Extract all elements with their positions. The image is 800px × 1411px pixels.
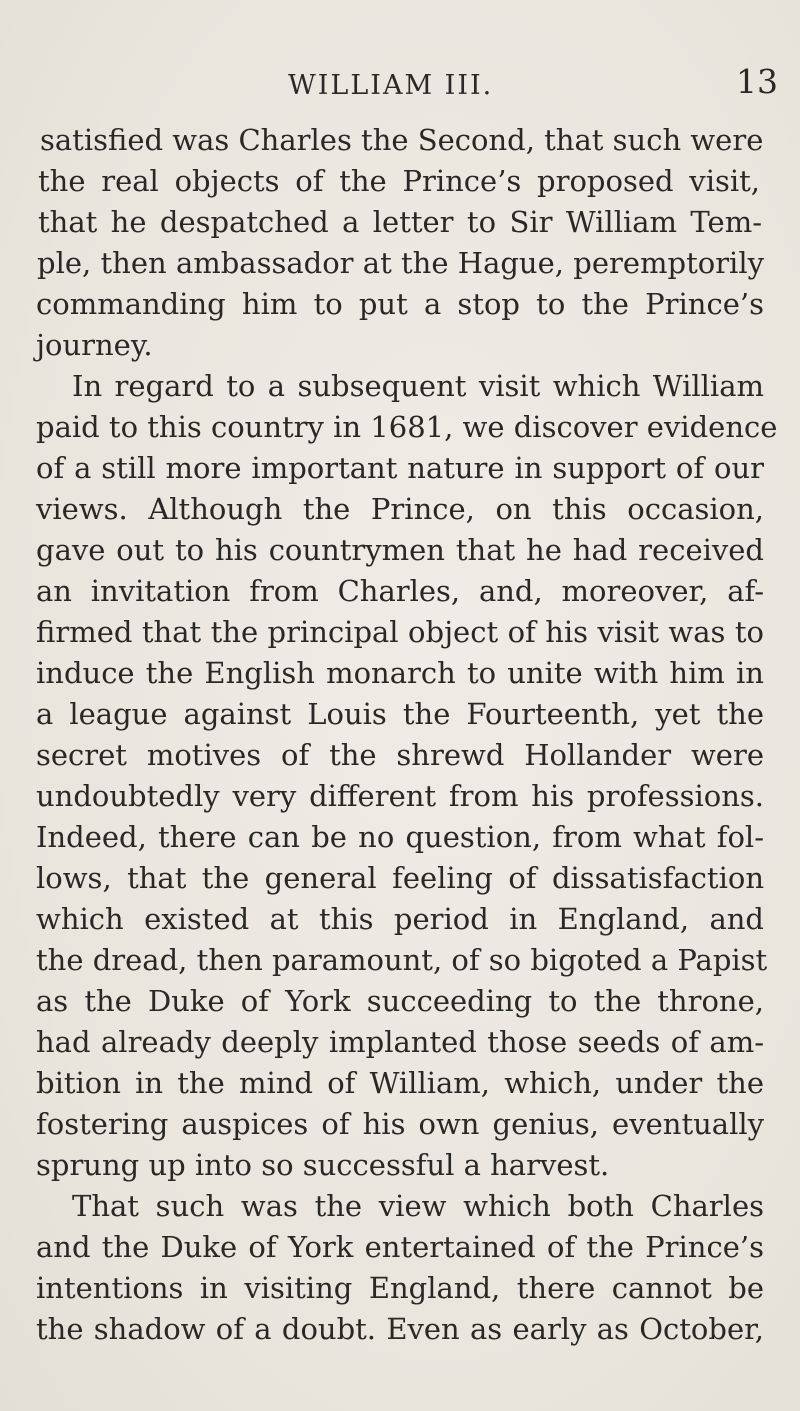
text-line: paid to this country in 1681, we discover evidence	[36, 410, 778, 444]
running-title: WILLIAM III.	[288, 70, 494, 101]
text-line: Indeed, there can be no question, from what fol-	[36, 820, 764, 854]
text-line: the shadow of a doubt. Even as early as October,	[36, 1312, 764, 1346]
text-line: bition in the mind of William, which, under the	[36, 1066, 764, 1100]
text-line: and the Duke of York entertained of the Prince’s	[36, 1230, 764, 1264]
text-line: gave out to his countrymen that he had received	[36, 533, 764, 567]
text-line: firmed that the principal object of his visit was to	[36, 615, 764, 649]
text-line: commanding him to put a stop to the Prince’s	[36, 287, 764, 321]
text-line: sprung up into so successful a harvest.	[36, 1148, 610, 1182]
text-line: the dread, then paramount, of so bigoted a Papist	[36, 943, 768, 977]
text-line: That such was the view which both Charles	[72, 1189, 764, 1223]
text-line: induce the English monarch to unite with him in	[36, 656, 764, 690]
text-line: an invitation from Charles, and, moreover, af-	[36, 574, 764, 608]
text-line: undoubtedly very different from his professions.	[36, 779, 764, 813]
text-line: In regard to a subsequent visit which William	[72, 369, 764, 403]
text-line: secret motives of the shrewd Hollander were	[36, 738, 764, 772]
text-line: ple, then ambassador at the Hague, peremptorily	[37, 246, 764, 280]
text-line: as the Duke of York succeeding to the throne,	[36, 984, 764, 1018]
text-line: the real objects of the Prince’s proposed visit,	[38, 164, 760, 198]
text-line: a league against Louis the Fourteenth, yet the	[36, 697, 764, 731]
text-line: had already deeply implanted those seeds of am-	[36, 1025, 764, 1059]
text-line: that he despatched a letter to Sir William Tem-	[38, 205, 762, 239]
text-line: lows, that the general feeling of dissatisfaction	[36, 861, 764, 895]
page-number: 13	[736, 62, 778, 101]
text-line: satisfied was Charles the Second, that such were	[40, 123, 764, 157]
text-line: which existed at this period in England, and	[36, 902, 764, 936]
text-line: of a still more important nature in support of our	[36, 451, 764, 485]
text-line: journey.	[36, 328, 153, 362]
text-line: fostering auspices of his own genius, eventually	[36, 1107, 764, 1141]
text-line: intentions in visiting England, there cannot be	[36, 1271, 764, 1305]
text-line: views. Although the Prince, on this occasion,	[36, 492, 764, 526]
